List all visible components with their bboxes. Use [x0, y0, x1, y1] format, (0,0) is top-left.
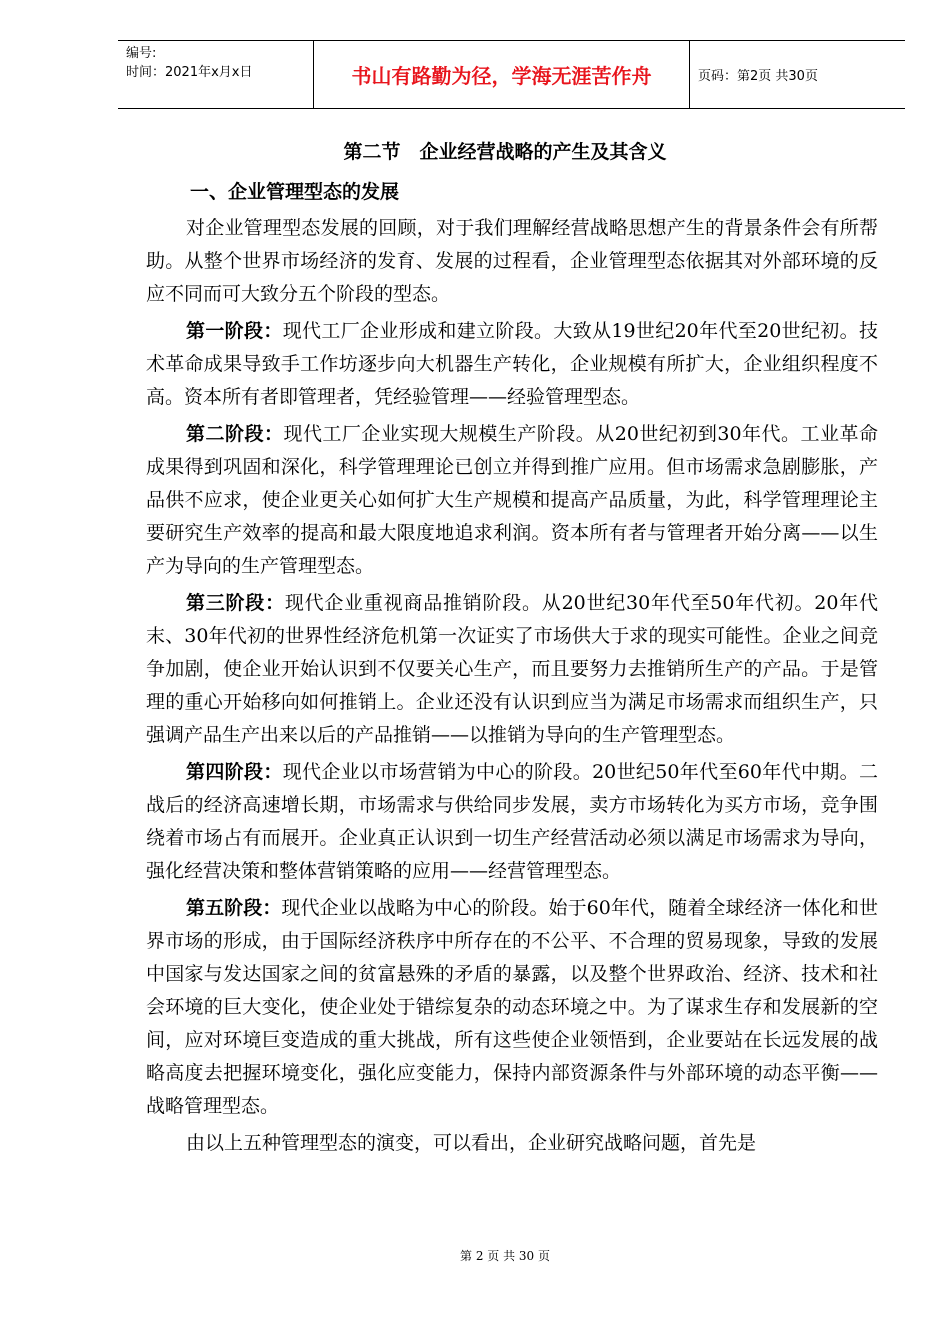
stage-2-paragraph — [146, 418, 878, 583]
stage-2-text: 现代工厂企业实现大规模生产阶段。从20世纪初到30年代。工业革命成果得到巩固和深化，科学管理理论已创立并得到推广应用。但市场需求急剧膨胀，产品供不应求，使企业更关心如何扩大生产规模和提高产品质量，为此，科学管理理论主要研究生产效率的提高和最大限度地追求利润。资本所有者与管理者开始分离——以生产为导向的生产管理型态。 — [146, 423, 878, 577]
stage-1-text: 现代工厂企业形成和建立阶段。大致从19世纪20年代至20世纪初。技术革命成果导致手工作坊逐步向大机器生产转化，企业规模有所扩大，企业组织程度不高。资本所有者即管理者，凭经验管理——经验管理型态。 — [146, 320, 878, 408]
section-title: 第二节 企业经营战略的产生及其含义 — [343, 141, 667, 163]
sub-title: 一、企业管理型态的发展 — [190, 181, 400, 203]
stage-5-label: 第五阶段： — [186, 897, 282, 919]
stage-3-paragraph — [146, 587, 878, 752]
header-table — [118, 40, 905, 109]
stage-1-paragraph — [146, 315, 878, 414]
stage-3-label: 第三阶段： — [186, 592, 285, 614]
motto: 书山有路勤为径，学海无涯苦作舟 — [314, 41, 690, 108]
stage-4-text: 现代企业以市场营销为中心的阶段。20世纪50年代至60年代中期。二战后的经济高速增长期，市场需求与供给同步发展，卖方市场转化为买方市场，竞争围绕着市场占有而展开。企业真正认识到一切生产经营活动必须以满足市场需求为导向，强化经营决策和整体营销策略的应用——经营管理型态。 — [146, 761, 878, 882]
page-info: 页码：第2页 共30页 — [698, 69, 818, 84]
stage-4-label: 第四阶段： — [186, 761, 283, 783]
stage-2-label: 第二阶段： — [186, 423, 284, 445]
number-label: 编号: — [126, 46, 157, 61]
body-text — [146, 212, 878, 1164]
page-footer: 第 2 页 共 30 页 — [460, 1249, 550, 1263]
closing-paragraph: 由以上五种管理型态的演变，可以看出，企业研究战略问题，首先是 — [186, 1132, 757, 1154]
stage-3-text: 现代企业重视商品推销阶段。从20世纪30年代至50年代初。20年代末、30年代初的世界性经济危机第一次证实了市场供大于求的现实可能性。企业之间竞争加剧，使企业开始认识到不仅要关心生产，而且要努力去推销所生产的产品。于是管理的重心开始移向如何推销上。企业还没有认识到应当为满足市场需求而组织生产，只强调产品生产出来以后的产品推销——以推销为导向的生产管理型态。 — [146, 592, 878, 746]
intro-paragraph: 对企业管理型态发展的回顾，对于我们理解经营战略思想产生的背景条件会有所帮助。从整个世界市场经济的发育、发展的过程看，企业管理型态依据其对外部环境的反应不同而可大致分五个阶段的型态。 — [146, 217, 878, 305]
header-meta — [118, 41, 314, 108]
stage-1-label: 第一阶段： — [186, 320, 283, 342]
time-label: 时间：2021年x月x日 — [126, 65, 253, 80]
stage-5-text: 现代企业以战略为中心的阶段。始于60年代，随着全球经济一体化和世界市场的形成，由于国际经济秩序中所存在的不公平、不合理的贸易现象，导致的发展中国家与发达国家之间的贫富悬殊的矛盾的暴露，以及整个世界政治、经济、技术和社会环境的巨大变化，使企业处于错综复杂的动态环境之中。为了谋求生存和发展新的空间，应对环境巨变造成的重大挑战，所有这些使企业领悟到，企业要站在长远发展的战略高度去把握环境变化，强化应变能力，保持内部资源条件与外部环境的动态平衡——战略管理型态。 — [146, 897, 878, 1117]
stage-5-paragraph — [146, 892, 878, 1123]
stage-4-paragraph — [146, 756, 878, 888]
